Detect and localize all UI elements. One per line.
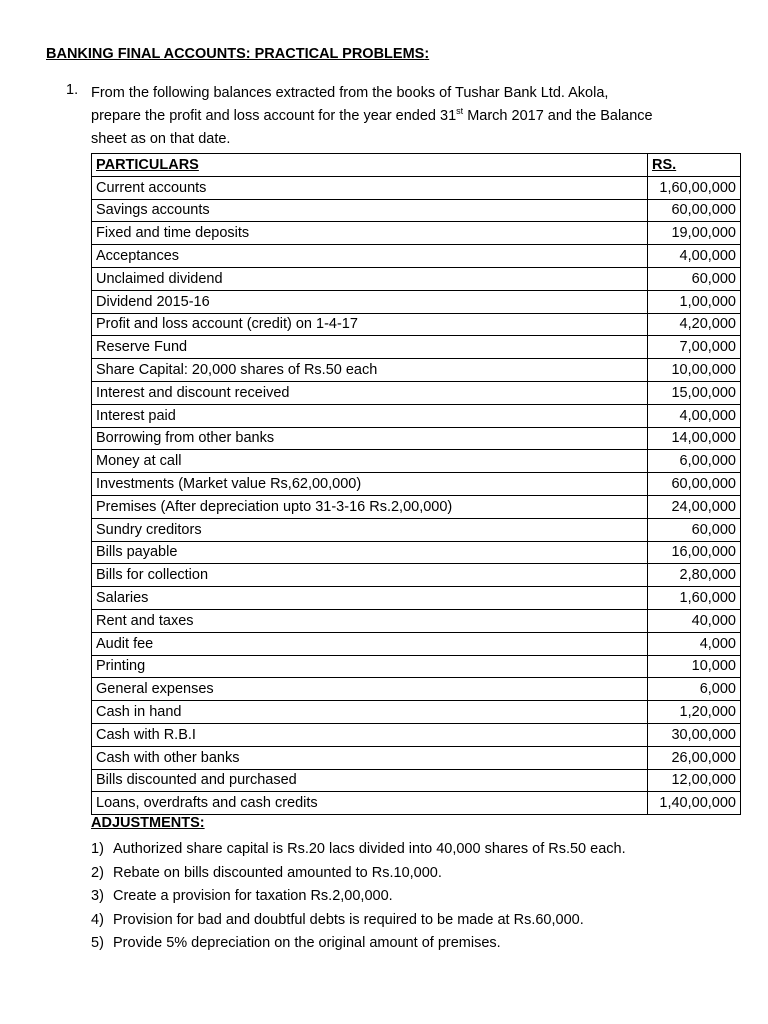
- adjustments-list: [91, 838, 751, 956]
- row-particular: General expenses: [92, 678, 648, 701]
- table-row: [92, 678, 741, 701]
- adjustment-number: 2): [91, 864, 104, 881]
- row-amount: 1,40,00,000: [648, 792, 741, 815]
- table-row: [92, 222, 741, 245]
- adjustment-text: Provision for bad and doubtful debts is required to be made at Rs.60,000.: [113, 911, 584, 928]
- row-amount: 60,000: [648, 518, 741, 541]
- table-row: [92, 746, 741, 769]
- adjustment-text: Provide 5% depreciation on the original amount of premises.: [113, 935, 501, 951]
- row-amount: 60,000: [648, 267, 741, 290]
- row-particular: Bills payable: [92, 541, 648, 564]
- row-particular: Current accounts: [92, 176, 648, 199]
- adjustment-text: Create a provision for taxation Rs.2,00,000.: [113, 888, 393, 904]
- table-row: [92, 792, 741, 815]
- row-amount: 2,80,000: [648, 564, 741, 587]
- row-amount: 10,000: [648, 655, 741, 678]
- table-row: [92, 632, 741, 655]
- table-row: [92, 245, 741, 268]
- row-amount: 4,00,000: [648, 245, 741, 268]
- row-amount: 7,00,000: [648, 336, 741, 359]
- row-particular: Cash with R.B.I: [92, 723, 648, 746]
- table-row: [92, 450, 741, 473]
- question-number: 1.: [66, 82, 79, 98]
- table-row: [92, 473, 741, 496]
- balances-table: [91, 153, 741, 815]
- row-amount: 19,00,000: [648, 222, 741, 245]
- table-row: [92, 359, 741, 382]
- adjustment-item: [91, 862, 751, 886]
- row-particular: Bills for collection: [92, 564, 648, 587]
- table-row: [92, 313, 741, 336]
- adjustment-item: [91, 838, 751, 862]
- table-row: [92, 176, 741, 199]
- row-amount: 1,60,00,000: [648, 176, 741, 199]
- row-particular: Bills discounted and purchased: [92, 769, 648, 792]
- row-particular: Loans, overdrafts and cash credits: [92, 792, 648, 815]
- row-particular: Profit and loss account (credit) on 1-4-17: [92, 313, 648, 336]
- row-particular: Reserve Fund: [92, 336, 648, 359]
- adjustment-item: [91, 932, 751, 956]
- row-amount: 15,00,000: [648, 381, 741, 404]
- adjustment-item: [91, 885, 751, 909]
- adjustment-number: 5): [91, 935, 104, 951]
- row-amount: 60,00,000: [648, 473, 741, 496]
- table-row: [92, 609, 741, 632]
- table-row: [92, 587, 741, 610]
- table-row: [92, 404, 741, 427]
- question-line-3: sheet as on that date.: [91, 131, 231, 147]
- adjustment-item: [91, 909, 751, 933]
- adjustment-number: 3): [91, 888, 104, 904]
- table-row: [92, 199, 741, 222]
- row-particular: Printing: [92, 655, 648, 678]
- row-particular: Investments (Market value Rs,62,00,000): [92, 473, 648, 496]
- row-particular: Interest paid: [92, 404, 648, 427]
- row-particular: Interest and discount received: [92, 381, 648, 404]
- table-row: [92, 541, 741, 564]
- adjustment-number: 4): [91, 911, 104, 928]
- table-row: [92, 336, 741, 359]
- row-particular: Cash with other banks: [92, 746, 648, 769]
- table-row: [92, 564, 741, 587]
- row-amount: 1,20,000: [648, 701, 741, 724]
- table-row: [92, 655, 741, 678]
- row-particular: Premises (After depreciation upto 31-3-16 Rs.2,00,000): [92, 495, 648, 518]
- page-heading: BANKING FINAL ACCOUNTS: PRACTICAL PROBLEMS:: [46, 46, 430, 62]
- row-particular: Savings accounts: [92, 199, 648, 222]
- row-particular: Share Capital: 20,000 shares of Rs.50 each: [92, 359, 648, 382]
- table-row: [92, 769, 741, 792]
- row-particular: Cash in hand: [92, 701, 648, 724]
- row-particular: Money at call: [92, 450, 648, 473]
- row-amount: 4,000: [648, 632, 741, 655]
- row-particular: Borrowing from other banks: [92, 427, 648, 450]
- row-amount: 1,00,000: [648, 290, 741, 313]
- table-row: [92, 381, 741, 404]
- row-amount: 4,20,000: [648, 313, 741, 336]
- row-amount: 40,000: [648, 609, 741, 632]
- row-particular: Audit fee: [92, 632, 648, 655]
- adjustment-text: Authorized share capital is Rs.20 lacs divided into 40,000 shares of Rs.50 each.: [113, 841, 626, 857]
- row-amount: 26,00,000: [648, 746, 741, 769]
- row-amount: 60,00,000: [648, 199, 741, 222]
- row-particular: Dividend 2015-16: [92, 290, 648, 313]
- row-particular: Sundry creditors: [92, 518, 648, 541]
- adjustment-number: 1): [91, 841, 104, 857]
- particulars-header: PARTICULARS: [92, 154, 648, 177]
- row-amount: 10,00,000: [648, 359, 741, 382]
- row-particular: Rent and taxes: [92, 609, 648, 632]
- row-amount: 14,00,000: [648, 427, 741, 450]
- row-particular: Unclaimed dividend: [92, 267, 648, 290]
- table-row: [92, 723, 741, 746]
- question-text: [91, 82, 731, 151]
- table-row: [92, 518, 741, 541]
- table-header-row: [92, 154, 741, 177]
- question-line-2: prepare the profit and loss account for the year ended 31st March 2017 and the Balance: [91, 106, 653, 124]
- row-amount: 4,00,000: [648, 404, 741, 427]
- row-particular: Fixed and time deposits: [92, 222, 648, 245]
- table-row: [92, 701, 741, 724]
- table-row: [92, 267, 741, 290]
- amount-header: RS.: [648, 154, 741, 177]
- row-particular: Salaries: [92, 587, 648, 610]
- row-amount: 6,00,000: [648, 450, 741, 473]
- table-row: [92, 495, 741, 518]
- row-amount: 12,00,000: [648, 769, 741, 792]
- row-amount: 24,00,000: [648, 495, 741, 518]
- row-particular: Acceptances: [92, 245, 648, 268]
- adjustments-title: ADJUSTMENTS:: [91, 815, 205, 831]
- adjustment-text: Rebate on bills discounted amounted to Rs.10,000.: [113, 864, 442, 881]
- row-amount: 16,00,000: [648, 541, 741, 564]
- table-row: [92, 290, 741, 313]
- row-amount: 6,000: [648, 678, 741, 701]
- row-amount: 1,60,000: [648, 587, 741, 610]
- question-line-1: From the following balances extracted from the books of Tushar Bank Ltd. Akola,: [91, 85, 609, 101]
- row-amount: 30,00,000: [648, 723, 741, 746]
- table-row: [92, 427, 741, 450]
